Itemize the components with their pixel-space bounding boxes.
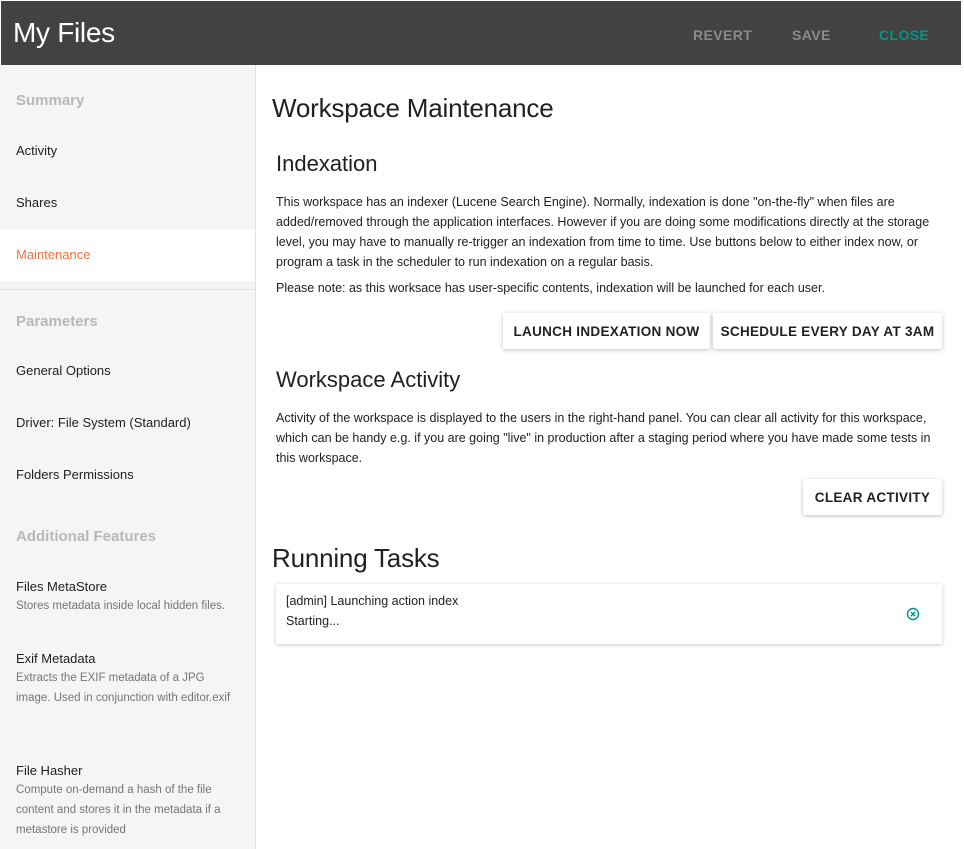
feature-description: Extracts the EXIF metadata of a JPG image. Used in conjunction with editor.exif	[16, 672, 231, 704]
section-additional-features: Additional Features	[16, 528, 157, 545]
indexation-heading: Indexation	[276, 151, 378, 176]
save-button[interactable]: SAVE	[792, 27, 831, 43]
sidebar-item-activity[interactable]: Activity	[16, 143, 58, 158]
revert-button[interactable]: REVERT	[693, 27, 753, 43]
feature-file-hasher[interactable]: File Hasher	[16, 763, 83, 778]
running-tasks-heading: Running Tasks	[272, 543, 440, 573]
sidebar-item-driver[interactable]: Driver: File System (Standard)	[16, 415, 191, 430]
sidebar	[0, 65, 256, 849]
schedule-indexation-button[interactable]: SCHEDULE EVERY DAY AT 3AM	[713, 313, 942, 349]
indexation-description: This workspace has an indexer (Lucene Search Engine). Normally, indexation is done "on-the-fly" when files are added/removed through the application interfaces. However if you are doing some modifications directly at the storage level, you may have to manually re-trigger an indexation from time to time. Use buttons below to either index now, or program a task in the scheduler to run indexation on a regular basis.	[276, 195, 930, 269]
workspace-activity-heading: Workspace Activity	[276, 367, 461, 392]
feature-description: Stores metadata inside local hidden files.	[16, 600, 226, 612]
feature-description: Compute on-demand a hash of the file content and stores it in the metadata if a metastore is provided	[16, 784, 221, 836]
cancel-circle-icon[interactable]	[904, 605, 922, 623]
task-status: Starting...	[286, 614, 340, 628]
app-header	[1, 1, 961, 65]
feature-files-metastore[interactable]: Files MetaStore	[16, 579, 108, 594]
sidebar-item-maintenance[interactable]: Maintenance	[16, 247, 91, 262]
launch-indexation-button[interactable]: LAUNCH INDEXATION NOW	[503, 313, 710, 349]
sidebar-item-shares[interactable]: Shares	[16, 195, 58, 210]
sidebar-divider	[0, 289, 255, 290]
section-parameters: Parameters	[16, 313, 98, 330]
sidebar-item-folders-permissions[interactable]: Folders Permissions	[16, 467, 134, 482]
sidebar-item-general-options[interactable]: General Options	[16, 363, 111, 378]
main-panel	[256, 65, 964, 849]
activity-description: Activity of the workspace is displayed to the users in the right-hand panel. You can clear all activity for this workspace, which can be handy e.g. if you are going "live" in production after a staging period where you have made some tests in this workspace.	[276, 411, 931, 465]
section-summary: Summary	[16, 92, 85, 109]
page-title: Workspace Maintenance	[272, 93, 554, 123]
clear-activity-button[interactable]: CLEAR ACTIVITY	[803, 479, 942, 515]
close-button[interactable]: CLOSE	[879, 27, 930, 43]
task-card	[276, 584, 942, 644]
app-title: My Files	[13, 17, 115, 48]
task-title: [admin] Launching action index	[286, 594, 459, 608]
feature-exif-metadata[interactable]: Exif Metadata	[16, 651, 96, 666]
indexation-note: Please note: as this worksace has user-specific contents, indexation will be launched for each user.	[276, 281, 825, 295]
